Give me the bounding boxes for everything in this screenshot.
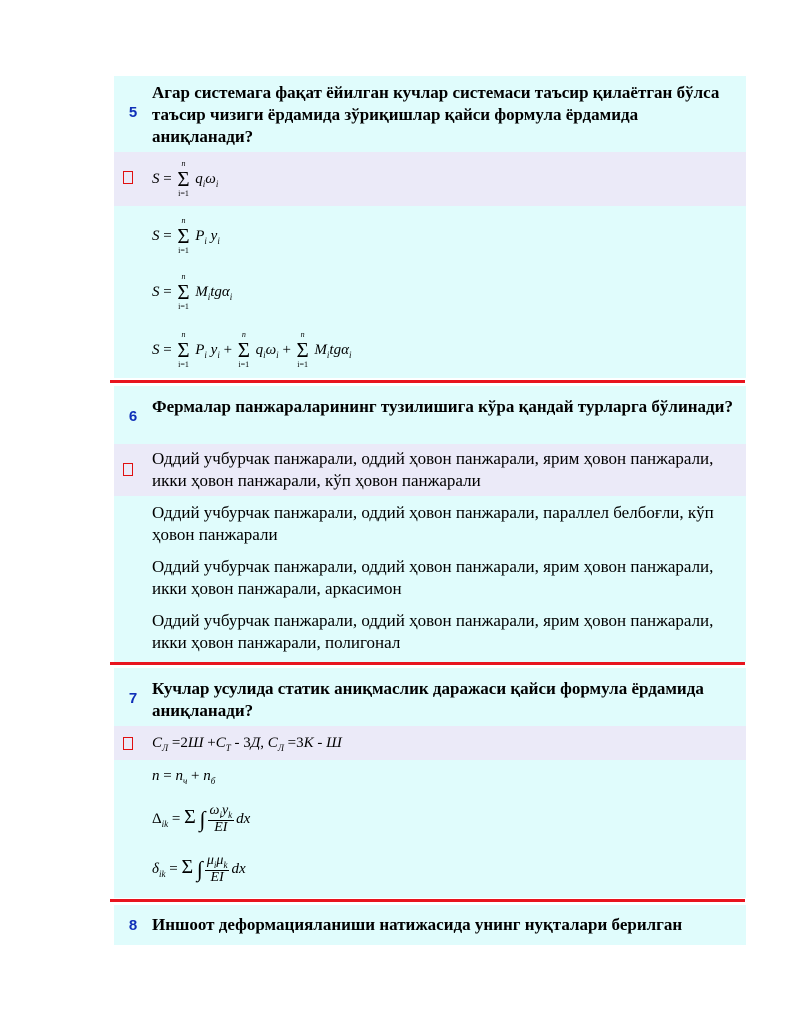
question-text: Фермалар панжараларининг тузилишига кўра қандай турларга бўлинади? (152, 397, 733, 416)
answer-option[interactable] (114, 262, 746, 318)
question-text: Кучлар усулида статик аниқмаслик даражаси қайси формула ёрдамида аниқланади? (152, 679, 704, 720)
answer-text: Оддий учбурчак панжарали, оддий ҳовон панжарали, ярим ҳовон панжарали, икки ҳовон панжарали, полигонал (152, 611, 714, 652)
question-header (114, 386, 746, 442)
question-divider (110, 662, 745, 665)
question-divider (110, 899, 745, 902)
answer-option[interactable] (114, 760, 746, 794)
question-header (114, 668, 746, 726)
answer-option[interactable] (114, 844, 746, 898)
answer-formula: S = Σ n i=1 $P_i$ $y_i$ (152, 216, 220, 255)
question-block-7 (114, 668, 746, 898)
question-number: 5 (128, 104, 138, 121)
answer-option[interactable] (114, 726, 746, 760)
answer-option[interactable] (114, 444, 746, 496)
correct-answer-marker-icon (123, 463, 133, 476)
sigma-symbol: Σ n i=1 (296, 330, 309, 369)
answer-text: Оддий учбурчак панжарали, оддий ҳовон панжарали, ярим ҳовон панжарали, икки ҳовон панжарали, аркасимон (152, 557, 714, 598)
answer-formula: $\Delta_{ik} = \Sigma$ ∫ $\frac{\omega_iy_k}{EI}$ dx (152, 803, 251, 835)
answer-option[interactable] (114, 550, 746, 604)
question-number: 7 (128, 690, 138, 707)
question-number: 8 (128, 917, 138, 934)
answer-formula: S = Σ n i=1 $P_i$ $y_i + \Sigma$ n i=1 $q_i\omega_i + \Sigma$ n i=1 $M_itg\alpha_i$ (152, 330, 352, 369)
question-text: Агар системага фақат ёйилган кучлар системаси таъсир қилаётган бўлса таъсир чизиги ёрдамида зўриқишлар қайси формула ёрдамида аниқланади? (152, 83, 720, 146)
sigma-symbol: Σ n i=1 (177, 330, 190, 369)
answer-formula: S = Σ n i=1 $M_itg\alpha_i$ (152, 272, 233, 311)
answer-formula: $n = n_ч + n_б$ (152, 768, 216, 786)
correct-answer-marker-icon (123, 737, 133, 750)
question-text: Иншоот деформацияланиши натижасида унинг нуқталари берилган (152, 915, 683, 934)
answer-option[interactable] (114, 604, 746, 662)
correct-answer-marker-icon (123, 171, 133, 184)
question-number: 6 (128, 408, 138, 425)
question-block-8 (114, 905, 746, 945)
answer-text: Оддий учбурчак панжарали, оддий ҳовон панжарали, параллел белбоғли, кўп ҳовон панжарали (152, 503, 714, 544)
answer-option[interactable] (114, 318, 746, 378)
sigma-symbol: Σ n i=1 (177, 216, 190, 255)
answer-option[interactable] (114, 152, 746, 206)
answer-option[interactable] (114, 794, 746, 844)
answer-option[interactable] (114, 496, 746, 550)
question-block-5 (114, 76, 746, 378)
question-header (114, 905, 746, 945)
question-header (114, 76, 746, 152)
answer-formula: $\delta_{ik} = \Sigma$ ∫ $\frac{\mu_i\mu_k}{EI}$ dx (152, 853, 246, 885)
sigma-symbol: Σ n i=1 (177, 159, 190, 198)
question-block-6 (114, 386, 746, 662)
question-divider (110, 380, 745, 383)
sigma-symbol: Σ n i=1 (237, 330, 250, 369)
answer-text: Оддий учбурчак панжарали, оддий ҳовон панжарали, ярим ҳовон панжарали, икки ҳовон панжарали, кўп ҳовон панжарали (152, 449, 714, 490)
answer-formula: S = Σ n i=1 $q_i\omega_i$ (152, 159, 219, 198)
answer-formula: $C_Л =2Ш +C_Т - 3Д$, $C_Л =3К - Ш$ (152, 735, 342, 753)
answer-option[interactable] (114, 206, 746, 262)
sigma-symbol: Σ n i=1 (177, 272, 190, 311)
